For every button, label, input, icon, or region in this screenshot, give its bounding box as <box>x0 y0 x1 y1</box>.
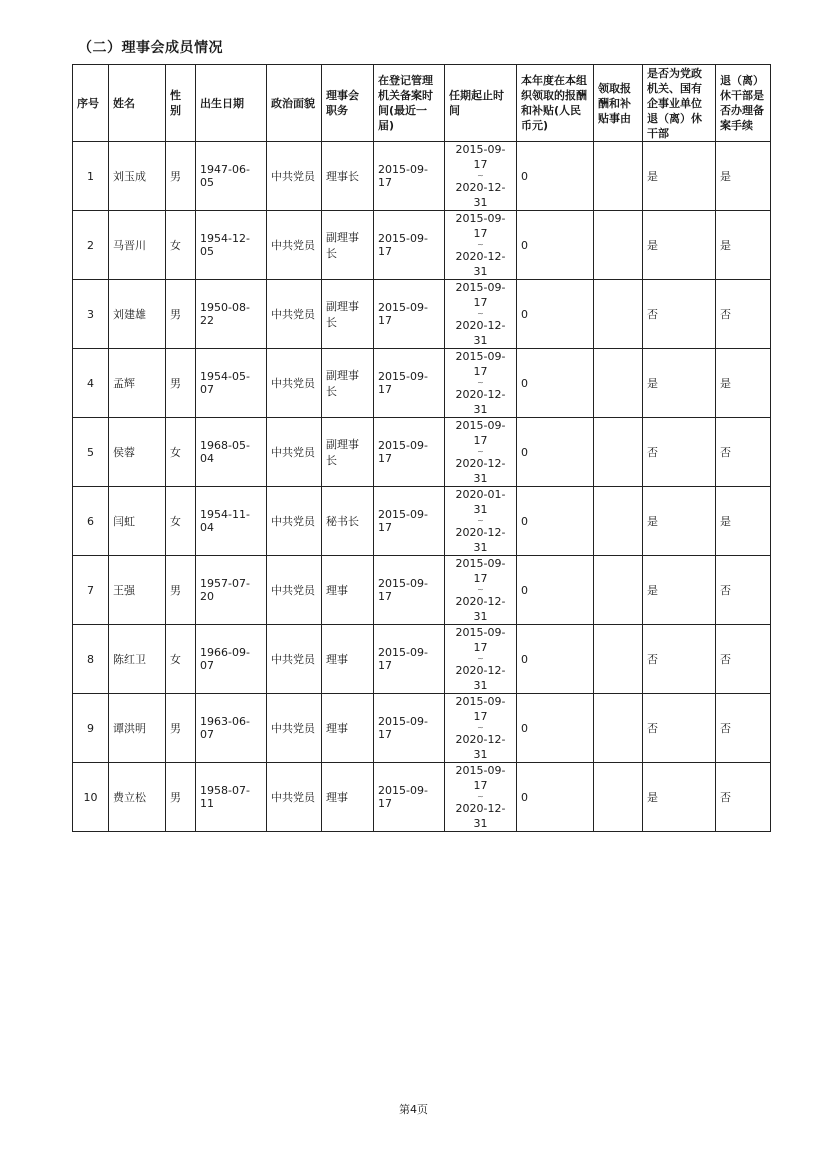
term-separator: ~ <box>477 654 484 663</box>
cell-filing-date: 2015-09-17 <box>374 280 445 349</box>
cell-filing-date: 2015-09-17 <box>374 487 445 556</box>
term-end: 2020-12-31 <box>455 526 506 554</box>
section-title: （二）理事会成员情况 <box>78 40 223 56</box>
cell-filed: 否 <box>716 418 771 487</box>
header-row <box>73 65 771 142</box>
cell-no: 6 <box>73 487 109 556</box>
table-row <box>73 763 771 832</box>
term-end: 2020-12-31 <box>455 319 506 347</box>
page-number: 第4页 <box>399 1103 428 1116</box>
table-row <box>73 349 771 418</box>
cell-gender: 女 <box>166 625 196 694</box>
cell-political: 中共党员 <box>267 763 322 832</box>
header-position: 理事会职务 <box>322 65 374 142</box>
cell-birth: 1963-06-07 <box>196 694 267 763</box>
cell-pay: 0 <box>517 418 594 487</box>
cell-gender: 女 <box>166 418 196 487</box>
cell-name: 闫虹 <box>109 487 166 556</box>
header-filed: 退（离）休干部是否办理备案手续 <box>716 65 771 142</box>
cell-political: 中共党员 <box>267 487 322 556</box>
cell-birth: 1954-05-07 <box>196 349 267 418</box>
cell-political: 中共党员 <box>267 142 322 211</box>
cell-retired-cadre: 是 <box>643 142 716 211</box>
cell-term <box>445 625 517 694</box>
cell-position: 理事长 <box>322 142 374 211</box>
cell-pay: 0 <box>517 280 594 349</box>
term-end: 2020-12-31 <box>455 595 506 623</box>
term-end: 2020-12-31 <box>455 802 506 830</box>
cell-pay: 0 <box>517 694 594 763</box>
cell-pay: 0 <box>517 763 594 832</box>
cell-political: 中共党员 <box>267 211 322 280</box>
cell-pay-reason <box>594 763 643 832</box>
cell-filing-date: 2015-09-17 <box>374 418 445 487</box>
cell-birth: 1968-05-04 <box>196 418 267 487</box>
cell-term <box>445 280 517 349</box>
cell-filing-date: 2015-09-17 <box>374 694 445 763</box>
cell-position: 副理事长 <box>322 280 374 349</box>
cell-no: 2 <box>73 211 109 280</box>
cell-retired-cadre: 是 <box>643 349 716 418</box>
cell-gender: 男 <box>166 142 196 211</box>
term-separator: ~ <box>477 792 484 801</box>
cell-no: 3 <box>73 280 109 349</box>
cell-filing-date: 2015-09-17 <box>374 625 445 694</box>
cell-position: 理事 <box>322 556 374 625</box>
cell-name: 刘玉成 <box>109 142 166 211</box>
term-separator: ~ <box>477 171 484 180</box>
cell-pay-reason <box>594 349 643 418</box>
cell-filed: 否 <box>716 625 771 694</box>
term-separator: ~ <box>477 309 484 318</box>
cell-filed: 否 <box>716 763 771 832</box>
header-no: 序号 <box>73 65 109 142</box>
term-start: 2015-09-17 <box>455 350 506 378</box>
term-start: 2015-09-17 <box>455 143 506 171</box>
term-separator: ~ <box>477 723 484 732</box>
term-end: 2020-12-31 <box>455 388 506 416</box>
header-term: 任期起止时间 <box>445 65 517 142</box>
cell-pay-reason <box>594 211 643 280</box>
cell-gender: 女 <box>166 487 196 556</box>
term-start: 2020-01-31 <box>455 488 506 516</box>
table-body <box>73 142 771 832</box>
cell-retired-cadre: 是 <box>643 487 716 556</box>
cell-political: 中共党员 <box>267 625 322 694</box>
table-row <box>73 694 771 763</box>
cell-name: 王强 <box>109 556 166 625</box>
table-row <box>73 280 771 349</box>
cell-pay-reason <box>594 694 643 763</box>
cell-political: 中共党员 <box>267 349 322 418</box>
cell-pay-reason <box>594 487 643 556</box>
cell-pay: 0 <box>517 556 594 625</box>
header-name: 姓名 <box>109 65 166 142</box>
cell-name: 侯蓉 <box>109 418 166 487</box>
cell-name: 孟辉 <box>109 349 166 418</box>
cell-name: 陈红卫 <box>109 625 166 694</box>
term-start: 2015-09-17 <box>455 281 506 309</box>
header-political: 政治面貌 <box>267 65 322 142</box>
cell-gender: 男 <box>166 556 196 625</box>
cell-filing-date: 2015-09-17 <box>374 763 445 832</box>
cell-retired-cadre: 否 <box>643 418 716 487</box>
table-header <box>73 65 771 142</box>
cell-no: 10 <box>73 763 109 832</box>
cell-birth: 1947-06-05 <box>196 142 267 211</box>
header-retired-cadre: 是否为党政机关、国有企事业单位退（离）休干部 <box>643 65 716 142</box>
table-row <box>73 211 771 280</box>
header-filing-date: 在登记管理机关备案时间(最近一届) <box>374 65 445 142</box>
term-separator: ~ <box>477 378 484 387</box>
cell-pay-reason <box>594 556 643 625</box>
cell-term <box>445 694 517 763</box>
term-start: 2015-09-17 <box>455 212 506 240</box>
cell-gender: 男 <box>166 349 196 418</box>
cell-pay: 0 <box>517 487 594 556</box>
cell-no: 1 <box>73 142 109 211</box>
cell-gender: 女 <box>166 211 196 280</box>
cell-name: 费立松 <box>109 763 166 832</box>
cell-pay: 0 <box>517 625 594 694</box>
cell-birth: 1954-11-04 <box>196 487 267 556</box>
table-row <box>73 625 771 694</box>
cell-filing-date: 2015-09-17 <box>374 349 445 418</box>
term-end: 2020-12-31 <box>455 664 506 692</box>
cell-pay-reason <box>594 418 643 487</box>
cell-filing-date: 2015-09-17 <box>374 556 445 625</box>
cell-retired-cadre: 否 <box>643 694 716 763</box>
term-end: 2020-12-31 <box>455 457 506 485</box>
cell-filing-date: 2015-09-17 <box>374 211 445 280</box>
cell-term <box>445 487 517 556</box>
cell-term <box>445 418 517 487</box>
cell-term <box>445 349 517 418</box>
cell-gender: 男 <box>166 694 196 763</box>
cell-pay: 0 <box>517 142 594 211</box>
header-pay: 本年度在本组织领取的报酬和补贴(人民币元) <box>517 65 594 142</box>
term-start: 2015-09-17 <box>455 764 506 792</box>
cell-no: 9 <box>73 694 109 763</box>
cell-birth: 1954-12-05 <box>196 211 267 280</box>
cell-no: 4 <box>73 349 109 418</box>
cell-political: 中共党员 <box>267 280 322 349</box>
term-start: 2015-09-17 <box>455 626 506 654</box>
cell-filed: 是 <box>716 349 771 418</box>
cell-term <box>445 211 517 280</box>
cell-pay-reason <box>594 625 643 694</box>
cell-position: 秘书长 <box>322 487 374 556</box>
term-start: 2015-09-17 <box>455 695 506 723</box>
cell-pay-reason <box>594 142 643 211</box>
cell-term <box>445 556 517 625</box>
term-separator: ~ <box>477 516 484 525</box>
cell-position: 副理事长 <box>322 349 374 418</box>
table-row <box>73 556 771 625</box>
cell-pay: 0 <box>517 211 594 280</box>
cell-gender: 男 <box>166 763 196 832</box>
cell-birth: 1958-07-11 <box>196 763 267 832</box>
cell-birth: 1966-09-07 <box>196 625 267 694</box>
cell-pay-reason <box>594 280 643 349</box>
cell-retired-cadre: 是 <box>643 556 716 625</box>
cell-political: 中共党员 <box>267 556 322 625</box>
cell-filed: 否 <box>716 694 771 763</box>
header-pay-reason: 领取报酬和补贴事由 <box>594 65 643 142</box>
cell-retired-cadre: 否 <box>643 280 716 349</box>
cell-position: 理事 <box>322 763 374 832</box>
cell-no: 8 <box>73 625 109 694</box>
board-members-table <box>72 64 771 832</box>
header-birth: 出生日期 <box>196 65 267 142</box>
term-start: 2015-09-17 <box>455 419 506 447</box>
cell-name: 谭洪明 <box>109 694 166 763</box>
table-row <box>73 142 771 211</box>
term-end: 2020-12-31 <box>455 250 506 278</box>
cell-position: 副理事长 <box>322 418 374 487</box>
term-end: 2020-12-31 <box>455 181 506 209</box>
cell-position: 理事 <box>322 625 374 694</box>
cell-term <box>445 142 517 211</box>
cell-name: 刘建雄 <box>109 280 166 349</box>
cell-retired-cadre: 否 <box>643 625 716 694</box>
table-row <box>73 418 771 487</box>
cell-gender: 男 <box>166 280 196 349</box>
cell-position: 理事 <box>322 694 374 763</box>
table-row <box>73 487 771 556</box>
cell-filed: 是 <box>716 211 771 280</box>
cell-filed: 是 <box>716 142 771 211</box>
cell-name: 马晋川 <box>109 211 166 280</box>
cell-filed: 否 <box>716 280 771 349</box>
cell-political: 中共党员 <box>267 694 322 763</box>
cell-birth: 1957-07-20 <box>196 556 267 625</box>
cell-no: 5 <box>73 418 109 487</box>
cell-retired-cadre: 是 <box>643 211 716 280</box>
term-separator: ~ <box>477 447 484 456</box>
cell-political: 中共党员 <box>267 418 322 487</box>
cell-filing-date: 2015-09-17 <box>374 142 445 211</box>
cell-pay: 0 <box>517 349 594 418</box>
cell-term <box>445 763 517 832</box>
cell-birth: 1950-08-22 <box>196 280 267 349</box>
cell-position: 副理事长 <box>322 211 374 280</box>
term-separator: ~ <box>477 240 484 249</box>
term-separator: ~ <box>477 585 484 594</box>
cell-filed: 否 <box>716 556 771 625</box>
term-end: 2020-12-31 <box>455 733 506 761</box>
cell-no: 7 <box>73 556 109 625</box>
header-gender: 性别 <box>166 65 196 142</box>
cell-retired-cadre: 是 <box>643 763 716 832</box>
cell-filed: 是 <box>716 487 771 556</box>
term-start: 2015-09-17 <box>455 557 506 585</box>
